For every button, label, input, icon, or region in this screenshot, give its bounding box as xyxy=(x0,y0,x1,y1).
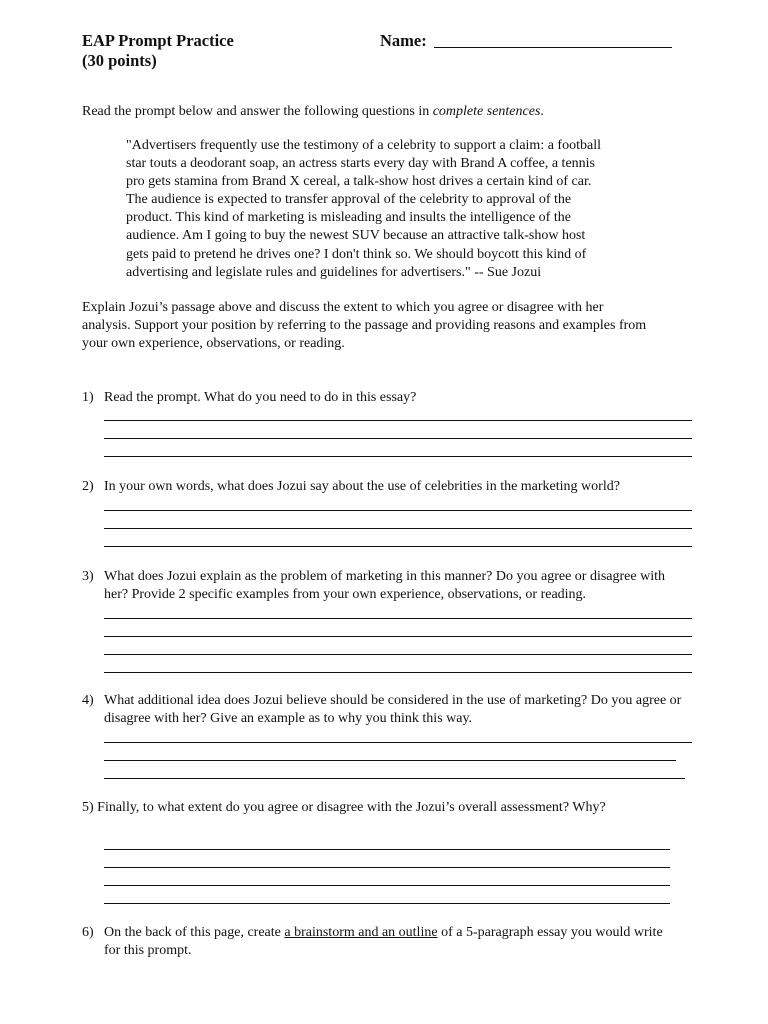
instructions-prefix: Read the prompt below and answer the following questions in xyxy=(82,104,433,119)
question-6-text-after: of a 5-paragraph essay you would write for this prompt. xyxy=(104,925,663,958)
task-line: Explain Jozui’s passage above and discuss the extent to which you agree or disagree with her xyxy=(82,300,604,315)
question-6-text-before: On the back of this page, create xyxy=(104,925,285,940)
quote-line: pro gets stamina from Brand X cereal, a talk-show host drives a certain kind of car. xyxy=(126,174,592,190)
quote-line: The audience is expected to transfer approval of the celebrity to approval of the xyxy=(126,192,572,208)
answer-line[interactable] xyxy=(104,867,670,868)
question-5-number: 5) xyxy=(82,800,94,815)
name-blank-line xyxy=(434,47,672,48)
answer-line[interactable] xyxy=(104,903,670,904)
answer-line[interactable] xyxy=(104,528,692,529)
question-1-number: 1) xyxy=(82,390,94,405)
answer-line[interactable] xyxy=(104,778,685,779)
question-2-text: In your own words, what does Jozui say about the use of celebrities in the marketing world? xyxy=(104,479,620,494)
answer-line[interactable] xyxy=(104,760,676,761)
answer-line[interactable] xyxy=(104,438,692,439)
answer-line[interactable] xyxy=(104,885,670,886)
question-6-text xyxy=(104,924,679,960)
quote-line: audience. Am I going to buy the newest SUV because an attractive talk-show host xyxy=(126,228,586,244)
answer-line[interactable] xyxy=(104,742,692,743)
task-line: analysis. Support your position by referring to the passage and providing reasons and examples from xyxy=(82,318,647,334)
instructions-suffix: . xyxy=(540,104,544,119)
answer-line[interactable] xyxy=(104,456,692,457)
quote-line: gets paid to pretend he drives one? I don't think so. We should boycott this kind of xyxy=(126,246,587,262)
instructions xyxy=(82,103,544,121)
question-5-line xyxy=(82,799,606,817)
task-paragraph xyxy=(82,299,646,353)
question-4-text: What additional idea does Jozui believe should be considered in the use of marketing? Do you agree or disagree with her? Give an example as to why you think this way. xyxy=(104,693,682,726)
answer-line[interactable] xyxy=(104,510,692,511)
quote-line: "Advertisers frequently use the testimony of a celebrity to support a claim: a football xyxy=(126,138,601,153)
question-2-number: 2) xyxy=(82,479,94,494)
answer-line[interactable] xyxy=(104,618,692,619)
question-6-number: 6) xyxy=(82,925,94,940)
answer-line[interactable] xyxy=(104,849,670,850)
question-4-number: 4) xyxy=(82,693,94,708)
answer-line[interactable] xyxy=(104,672,692,673)
name-label: Name: xyxy=(380,31,427,50)
question-3-number: 3) xyxy=(82,569,94,584)
answer-line[interactable] xyxy=(104,636,692,637)
instructions-emphasis: complete sentences xyxy=(432,104,541,119)
question-6-underlined: a brainstorm and an outline xyxy=(284,925,438,940)
quote-line: product. This kind of marketing is misleading and insults the intelligence of the xyxy=(126,210,571,226)
question-5-text: Finally, to what extent do you agree or disagree with the Jozui’s overall assessment? Why? xyxy=(97,800,606,815)
quote-line: star touts a deodorant soap, an actress starts every day with Brand A coffee, a tennis xyxy=(126,156,595,172)
task-line: your own experience, observations, or reading. xyxy=(82,336,345,352)
quote-line: advertising and legislate rules and guidelines for advertisers." -- Sue Jozui xyxy=(126,264,542,280)
worksheet-title: EAP Prompt Practice xyxy=(82,31,234,50)
question-3-text: What does Jozui explain as the problem of marketing in this manner? Do you agree or disagree with her? Provide 2 specific examples from your own experience, observations, or reading. xyxy=(104,569,665,602)
prompt-quote xyxy=(126,137,601,282)
question-1-text: Read the prompt. What do you need to do in this essay? xyxy=(104,390,417,405)
points-label: (30 points) xyxy=(82,51,157,70)
answer-line[interactable] xyxy=(104,546,692,547)
answer-line[interactable] xyxy=(104,420,692,421)
answer-line[interactable] xyxy=(104,654,692,655)
